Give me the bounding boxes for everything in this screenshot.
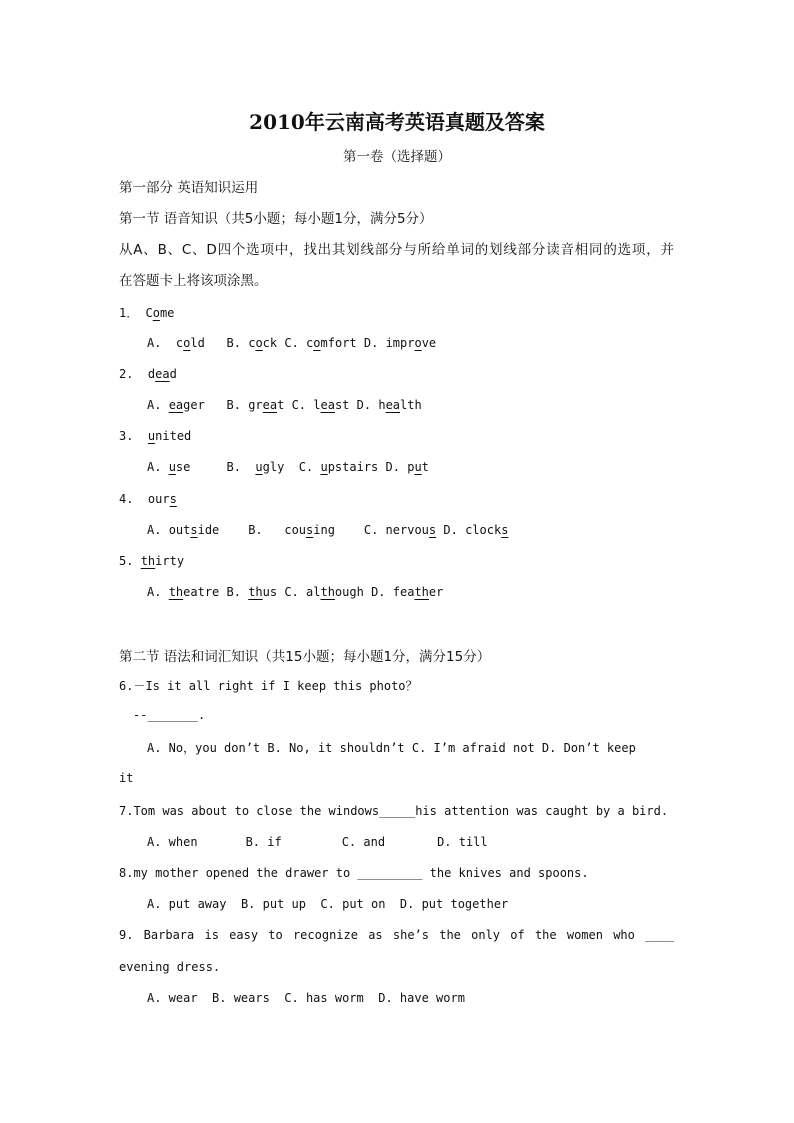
question-9-stem-line2: evening dress. bbox=[119, 960, 221, 974]
word-part: l bbox=[313, 398, 321, 412]
underlined-part: u bbox=[147, 429, 156, 443]
word-part: nervou bbox=[385, 523, 429, 537]
word-part: ld bbox=[190, 336, 205, 350]
option-a bbox=[169, 460, 191, 474]
word-part: pstairs bbox=[327, 460, 379, 474]
word-part: our bbox=[147, 492, 170, 506]
option-b bbox=[255, 460, 284, 474]
option-label: C. bbox=[298, 460, 314, 474]
underlined-part: ea bbox=[320, 398, 335, 412]
underlined-part: o bbox=[255, 336, 263, 350]
underlined-part: ea bbox=[168, 398, 184, 412]
option-b: B. wears bbox=[212, 991, 270, 1005]
question-4-word bbox=[119, 492, 177, 506]
option-label: D. bbox=[363, 336, 379, 350]
word-part: h bbox=[378, 398, 386, 412]
word-part: c bbox=[248, 336, 256, 350]
word-part: impr bbox=[385, 336, 415, 350]
underlined-part: u bbox=[320, 460, 328, 474]
option-label: D. bbox=[371, 585, 386, 599]
option-label: B. bbox=[226, 398, 241, 412]
question-6-options-line2: it bbox=[119, 771, 134, 785]
word-part: d bbox=[169, 367, 177, 381]
underlined-part: o bbox=[152, 306, 160, 320]
underlined-part: o bbox=[313, 336, 321, 350]
option-label: C. bbox=[363, 523, 379, 537]
underlined-part: ea bbox=[262, 398, 278, 412]
word-part: lth bbox=[400, 398, 422, 412]
word bbox=[141, 554, 184, 568]
word-part: nited bbox=[155, 429, 192, 443]
underlined-part: ea bbox=[155, 367, 170, 381]
word-part: me bbox=[159, 306, 175, 320]
word bbox=[148, 492, 177, 506]
option-c bbox=[306, 336, 357, 350]
option-label: B. bbox=[226, 460, 241, 474]
question-1-word bbox=[119, 304, 174, 321]
word bbox=[148, 429, 191, 443]
option-b bbox=[248, 585, 277, 599]
question-number: 1． bbox=[119, 306, 139, 320]
underlined-part: o bbox=[414, 336, 422, 350]
option-a bbox=[169, 523, 220, 537]
option-label: A. bbox=[147, 336, 162, 350]
underlined-part: th bbox=[414, 585, 429, 599]
word-part: ve bbox=[421, 336, 437, 350]
option-b bbox=[248, 398, 284, 412]
question-1-options bbox=[147, 336, 436, 350]
question-4-options bbox=[147, 523, 508, 537]
question-6-reply: --_______. bbox=[133, 708, 206, 722]
word-part: er bbox=[428, 585, 444, 599]
underlined-part: u bbox=[414, 460, 422, 474]
option-label: B. bbox=[226, 336, 241, 350]
section1-heading: 第一节 语音知识（共5小题；每小题1分，满分5分） bbox=[119, 211, 433, 227]
option-b: B. if bbox=[245, 835, 282, 849]
word-part: ough bbox=[334, 585, 364, 599]
option-d bbox=[465, 523, 508, 537]
word-part: t bbox=[421, 460, 429, 474]
option-label: D. bbox=[385, 460, 400, 474]
option-label: D. bbox=[443, 523, 458, 537]
option-c: C. and bbox=[341, 835, 386, 849]
option-label: C. bbox=[284, 585, 299, 599]
option-label: C. bbox=[284, 336, 299, 350]
word-part: p bbox=[407, 460, 415, 474]
option-label: B. bbox=[248, 523, 263, 537]
word bbox=[148, 367, 177, 381]
option-label: C. bbox=[291, 398, 307, 412]
question-9-options bbox=[147, 991, 465, 1005]
word bbox=[145, 306, 174, 320]
option-d bbox=[386, 336, 437, 350]
question-7-options bbox=[147, 835, 488, 849]
option-label: D. bbox=[356, 398, 372, 412]
underlined-part: th bbox=[140, 554, 156, 568]
question-number: 5. bbox=[119, 554, 134, 568]
word-part: d bbox=[147, 367, 156, 381]
option-a: A. when bbox=[147, 835, 198, 849]
option-b: B. put up bbox=[240, 897, 306, 911]
underlined-part: th bbox=[320, 585, 335, 599]
underlined-part: ea bbox=[385, 398, 401, 412]
underlined-part: s bbox=[190, 523, 198, 537]
option-d: D. have worm bbox=[378, 991, 465, 1005]
question-3-word bbox=[119, 429, 191, 443]
option-a bbox=[169, 585, 220, 599]
option-label: A. bbox=[147, 398, 162, 412]
question-9-stem-line1: 9. Barbara is easy to recognize as she’s the only of the women who ____ bbox=[119, 928, 674, 942]
word-part: irty bbox=[155, 554, 185, 568]
underlined-part: u bbox=[255, 460, 263, 474]
word-part: cou bbox=[284, 523, 307, 537]
option-c bbox=[313, 398, 349, 412]
underlined-part: th bbox=[248, 585, 263, 599]
option-label: A. bbox=[147, 523, 162, 537]
question-8-stem: 8.my mother opened the drawer to _________ the knives and spoons. bbox=[119, 866, 589, 880]
question-5-options bbox=[147, 585, 443, 599]
option-c: C. put on bbox=[320, 897, 386, 911]
word-part: mfort bbox=[320, 336, 357, 350]
option-b bbox=[248, 336, 277, 350]
option-c: C. has worm bbox=[284, 991, 364, 1005]
question-5-word bbox=[119, 554, 184, 568]
option-label: B. bbox=[226, 585, 241, 599]
option-label: A. bbox=[147, 460, 162, 474]
option-a: A. put away bbox=[147, 897, 227, 911]
word-part: fea bbox=[392, 585, 415, 599]
word-part: t bbox=[277, 398, 285, 412]
section1-instruction-line2: 在答题卡上将该项涂黑。 bbox=[119, 273, 268, 289]
option-d bbox=[393, 585, 444, 599]
question-7-stem: 7.Tom was about to close the windows_____his attention was caught by a bird. bbox=[119, 804, 669, 818]
underlined-part: s bbox=[501, 523, 509, 537]
option-a bbox=[176, 336, 205, 350]
option-d bbox=[407, 460, 429, 474]
question-3-options bbox=[147, 460, 429, 474]
option-c bbox=[320, 460, 378, 474]
question-number: 3. bbox=[119, 429, 134, 443]
option-a: A. wear bbox=[147, 991, 198, 1005]
option-d bbox=[378, 398, 421, 412]
word-part: al bbox=[306, 585, 321, 599]
word-part: ing bbox=[313, 523, 335, 537]
question-2-options bbox=[147, 398, 422, 412]
option-label: A. bbox=[147, 585, 162, 599]
underlined-part: u bbox=[168, 460, 176, 474]
word-part: out bbox=[168, 523, 191, 537]
underlined-part: o bbox=[183, 336, 191, 350]
option-c bbox=[386, 523, 437, 537]
part-heading: 第一部分 英语知识运用 bbox=[119, 180, 259, 196]
word-part: c bbox=[306, 336, 314, 350]
underlined-part: s bbox=[169, 492, 177, 506]
question-8-options bbox=[147, 897, 508, 911]
word-part: ger bbox=[183, 398, 205, 412]
option-b bbox=[284, 523, 335, 537]
option-c bbox=[306, 585, 364, 599]
question-2-word bbox=[119, 367, 177, 381]
underlined-part: th bbox=[168, 585, 184, 599]
page-subtitle: 第一卷（选择题） bbox=[343, 149, 451, 165]
option-d: D. till bbox=[437, 835, 488, 849]
word-part: clock bbox=[465, 523, 502, 537]
word-part: us bbox=[262, 585, 278, 599]
question-number: 4. bbox=[119, 492, 134, 506]
option-d: D. put together bbox=[399, 897, 509, 911]
option-a bbox=[169, 398, 205, 412]
section1-instruction-line1: 从A、B、C、D四个选项中，找出其划线部分与所给单词的划线部分读音相同的选项，并 bbox=[119, 242, 674, 258]
question-number: 2. bbox=[119, 367, 134, 381]
word-part: eatre bbox=[183, 585, 220, 599]
word-part: C bbox=[145, 306, 153, 320]
question-6-options-line1: A. No，you don’t B. No, it shouldn’t C. I’m afraid not D. Don’t keep bbox=[147, 741, 636, 755]
underlined-part: s bbox=[306, 523, 314, 537]
word-part: ide bbox=[197, 523, 220, 537]
word-part: c bbox=[175, 336, 184, 350]
section2-heading: 第二节 语法和词汇知识（共15小题；每小题1分，满分15分） bbox=[119, 649, 491, 665]
word-part: st bbox=[334, 398, 350, 412]
word-part: se bbox=[175, 460, 191, 474]
underlined-part: s bbox=[428, 523, 437, 537]
word-part: gr bbox=[248, 398, 263, 412]
word-part: ck bbox=[262, 336, 278, 350]
question-6-stem: 6.－Is it all right if I keep this photo？ bbox=[119, 679, 418, 693]
word-part: gly bbox=[262, 460, 285, 474]
page-title: 2010年云南高考英语真题及答案 bbox=[249, 110, 545, 134]
